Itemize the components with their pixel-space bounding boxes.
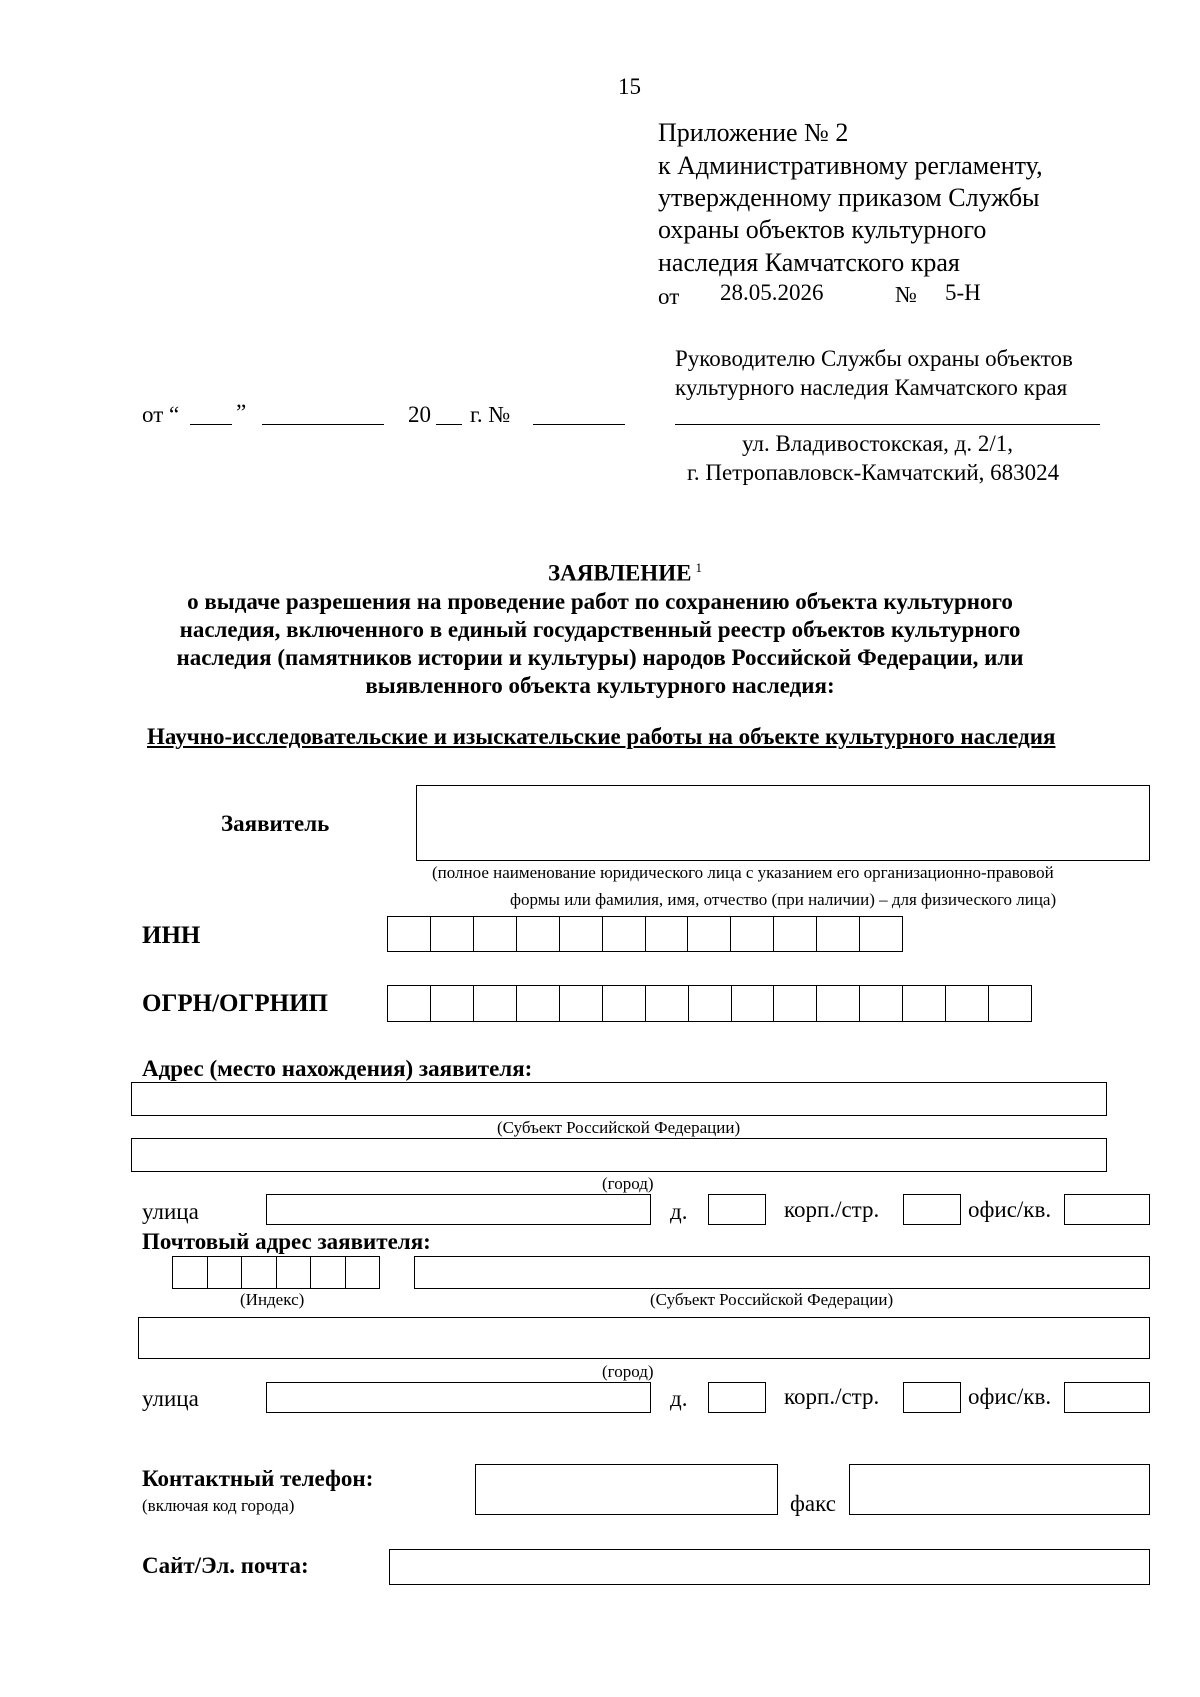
- appendix-line-2: к Административному регламенту,: [658, 151, 1043, 180]
- address-subject-hint: (Субъект Российской Федерации): [497, 1118, 741, 1137]
- addressee-address-1: ул. Владивостокская, д. 2/1,: [742, 431, 1014, 456]
- address-heading: Адрес (место нахождения) заявителя:: [142, 1056, 533, 1081]
- inn-cell[interactable]: [774, 917, 817, 951]
- postal-house-field[interactable]: [708, 1382, 766, 1413]
- applicant-hint-1: (полное наименование юридического лица с указанием его организационно-правовой: [432, 863, 1054, 882]
- applicant-field[interactable]: [416, 785, 1150, 861]
- postal-city-field[interactable]: [138, 1317, 1150, 1359]
- applicant-hint-2: формы или фамилия, имя, отчество (при наличии) – для физического лица): [510, 890, 1057, 909]
- address-subject-field[interactable]: [131, 1082, 1107, 1116]
- inn-cell[interactable]: [431, 917, 474, 951]
- page-number: 15: [618, 74, 641, 99]
- doc-day-field[interactable]: [190, 424, 232, 425]
- appendix-line-1: Приложение № 2: [658, 118, 849, 147]
- postal-index-cells[interactable]: [172, 1256, 380, 1289]
- address-house-label: д.: [670, 1199, 688, 1224]
- doc-year-field[interactable]: [436, 424, 462, 425]
- statement-heading: [548, 560, 702, 587]
- ogrn-cell[interactable]: [388, 986, 431, 1021]
- addressee-line-1: Руководителю Службы охраны объектов: [675, 346, 1073, 371]
- site-email-label: Сайт/Эл. почта:: [142, 1553, 309, 1578]
- address-house-field[interactable]: [708, 1194, 766, 1225]
- inn-cell[interactable]: [603, 917, 646, 951]
- title-line-3: наследия (памятников истории и культуры) народов Российской Федерации, или: [176, 645, 1024, 670]
- postal-office-field[interactable]: [1064, 1382, 1150, 1413]
- inn-label: ИНН: [142, 922, 201, 949]
- statement-heading-text: ЗАЯВЛЕНИЕ: [548, 560, 692, 586]
- ogrn-cell[interactable]: [517, 986, 560, 1021]
- ogrn-cell[interactable]: [474, 986, 517, 1021]
- appendix-line-4: охраны объектов культурного: [658, 215, 987, 244]
- postal-subject-hint: (Субъект Российской Федерации): [650, 1290, 894, 1309]
- postal-city-hint: (город): [602, 1362, 654, 1381]
- inn-cell[interactable]: [560, 917, 603, 951]
- postal-subject-field[interactable]: [414, 1256, 1150, 1289]
- index-cell[interactable]: [311, 1257, 346, 1288]
- applicant-label: Заявитель: [221, 811, 330, 836]
- address-city-field[interactable]: [131, 1138, 1107, 1172]
- appendix-number: 5-Н: [945, 280, 981, 305]
- postal-heading: Почтовый адрес заявителя:: [142, 1229, 431, 1254]
- postal-building-field[interactable]: [903, 1382, 961, 1413]
- inn-cell[interactable]: [646, 917, 689, 951]
- doc-number-label: г. №: [470, 402, 511, 427]
- addressee-name-field[interactable]: [675, 424, 1100, 425]
- address-city-hint: (город): [602, 1174, 654, 1193]
- index-cell[interactable]: [173, 1257, 208, 1288]
- index-cell[interactable]: [277, 1257, 312, 1288]
- address-office-label: офис/кв.: [968, 1197, 1052, 1222]
- ogrn-label: ОГРН/ОГРНИП: [142, 990, 328, 1017]
- inn-cell[interactable]: [474, 917, 517, 951]
- ogrn-cell[interactable]: [817, 986, 860, 1021]
- address-office-field[interactable]: [1064, 1194, 1150, 1225]
- ogrn-cell[interactable]: [946, 986, 989, 1021]
- address-building-field[interactable]: [903, 1194, 961, 1225]
- title-line-4: выявленного объекта культурного наследия:: [365, 673, 835, 698]
- doc-number-field[interactable]: [533, 424, 625, 425]
- index-cell[interactable]: [346, 1257, 381, 1288]
- addressee-line-2: культурного наследия Камчатского края: [675, 375, 1068, 400]
- doc-date-quote-close: ”: [236, 400, 247, 425]
- appendix-from-label: от: [658, 284, 680, 309]
- inn-cell[interactable]: [860, 917, 903, 951]
- appendix-line-3: утвержденному приказом Службы: [658, 183, 1040, 212]
- appendix-number-label: №: [895, 282, 917, 307]
- fax-field[interactable]: [849, 1464, 1150, 1515]
- title-line-1: о выдаче разрешения на проведение работ по сохранению объекта культурного: [187, 589, 1013, 614]
- inn-cell[interactable]: [731, 917, 774, 951]
- work-type: Научно-исследовательские и изыскательские работы на объекте культурного наследия: [147, 724, 1056, 749]
- ogrn-cell[interactable]: [732, 986, 775, 1021]
- doc-date-from-label: от “: [142, 402, 180, 427]
- ogrn-cell[interactable]: [860, 986, 903, 1021]
- ogrn-cells[interactable]: [387, 985, 1032, 1022]
- address-building-label: корп./стр.: [784, 1197, 880, 1222]
- site-email-field[interactable]: [389, 1549, 1150, 1585]
- phone-hint: (включая код города): [142, 1496, 295, 1515]
- postal-building-label: корп./стр.: [784, 1384, 880, 1409]
- inn-cell[interactable]: [517, 917, 560, 951]
- ogrn-cell[interactable]: [560, 986, 603, 1021]
- address-street-field[interactable]: [266, 1194, 651, 1225]
- appendix-date: 28.05.2026: [720, 280, 824, 305]
- title-line-2: наследия, включенного в единый государственный реестр объектов культурного: [179, 617, 1021, 642]
- inn-cell[interactable]: [817, 917, 860, 951]
- postal-office-label: офис/кв.: [968, 1384, 1052, 1409]
- fax-label: факс: [790, 1491, 836, 1516]
- index-cell[interactable]: [208, 1257, 243, 1288]
- inn-cell[interactable]: [388, 917, 431, 951]
- ogrn-cell[interactable]: [603, 986, 646, 1021]
- index-cell[interactable]: [242, 1257, 277, 1288]
- address-street-label: улица: [142, 1199, 199, 1224]
- ogrn-cell[interactable]: [989, 986, 1032, 1021]
- postal-index-hint: (Индекс): [240, 1290, 305, 1309]
- footnote-mark: 1: [695, 560, 702, 575]
- ogrn-cell[interactable]: [431, 986, 474, 1021]
- phone-label: Контактный телефон:: [142, 1466, 374, 1491]
- inn-cell[interactable]: [688, 917, 731, 951]
- postal-house-label: д.: [670, 1386, 688, 1411]
- ogrn-cell[interactable]: [903, 986, 946, 1021]
- inn-cells[interactable]: [387, 916, 903, 952]
- ogrn-cell[interactable]: [689, 986, 732, 1021]
- doc-month-field[interactable]: [262, 424, 384, 425]
- addressee-address-2: г. Петропавловск-Камчатский, 683024: [687, 460, 1060, 485]
- appendix-line-5: наследия Камчатского края: [658, 248, 960, 277]
- ogrn-cell[interactable]: [774, 986, 817, 1021]
- ogrn-cell[interactable]: [646, 986, 689, 1021]
- postal-street-field[interactable]: [266, 1382, 651, 1413]
- phone-field[interactable]: [475, 1464, 778, 1515]
- doc-year-prefix: 20: [408, 402, 431, 427]
- postal-street-label: улица: [142, 1386, 199, 1411]
